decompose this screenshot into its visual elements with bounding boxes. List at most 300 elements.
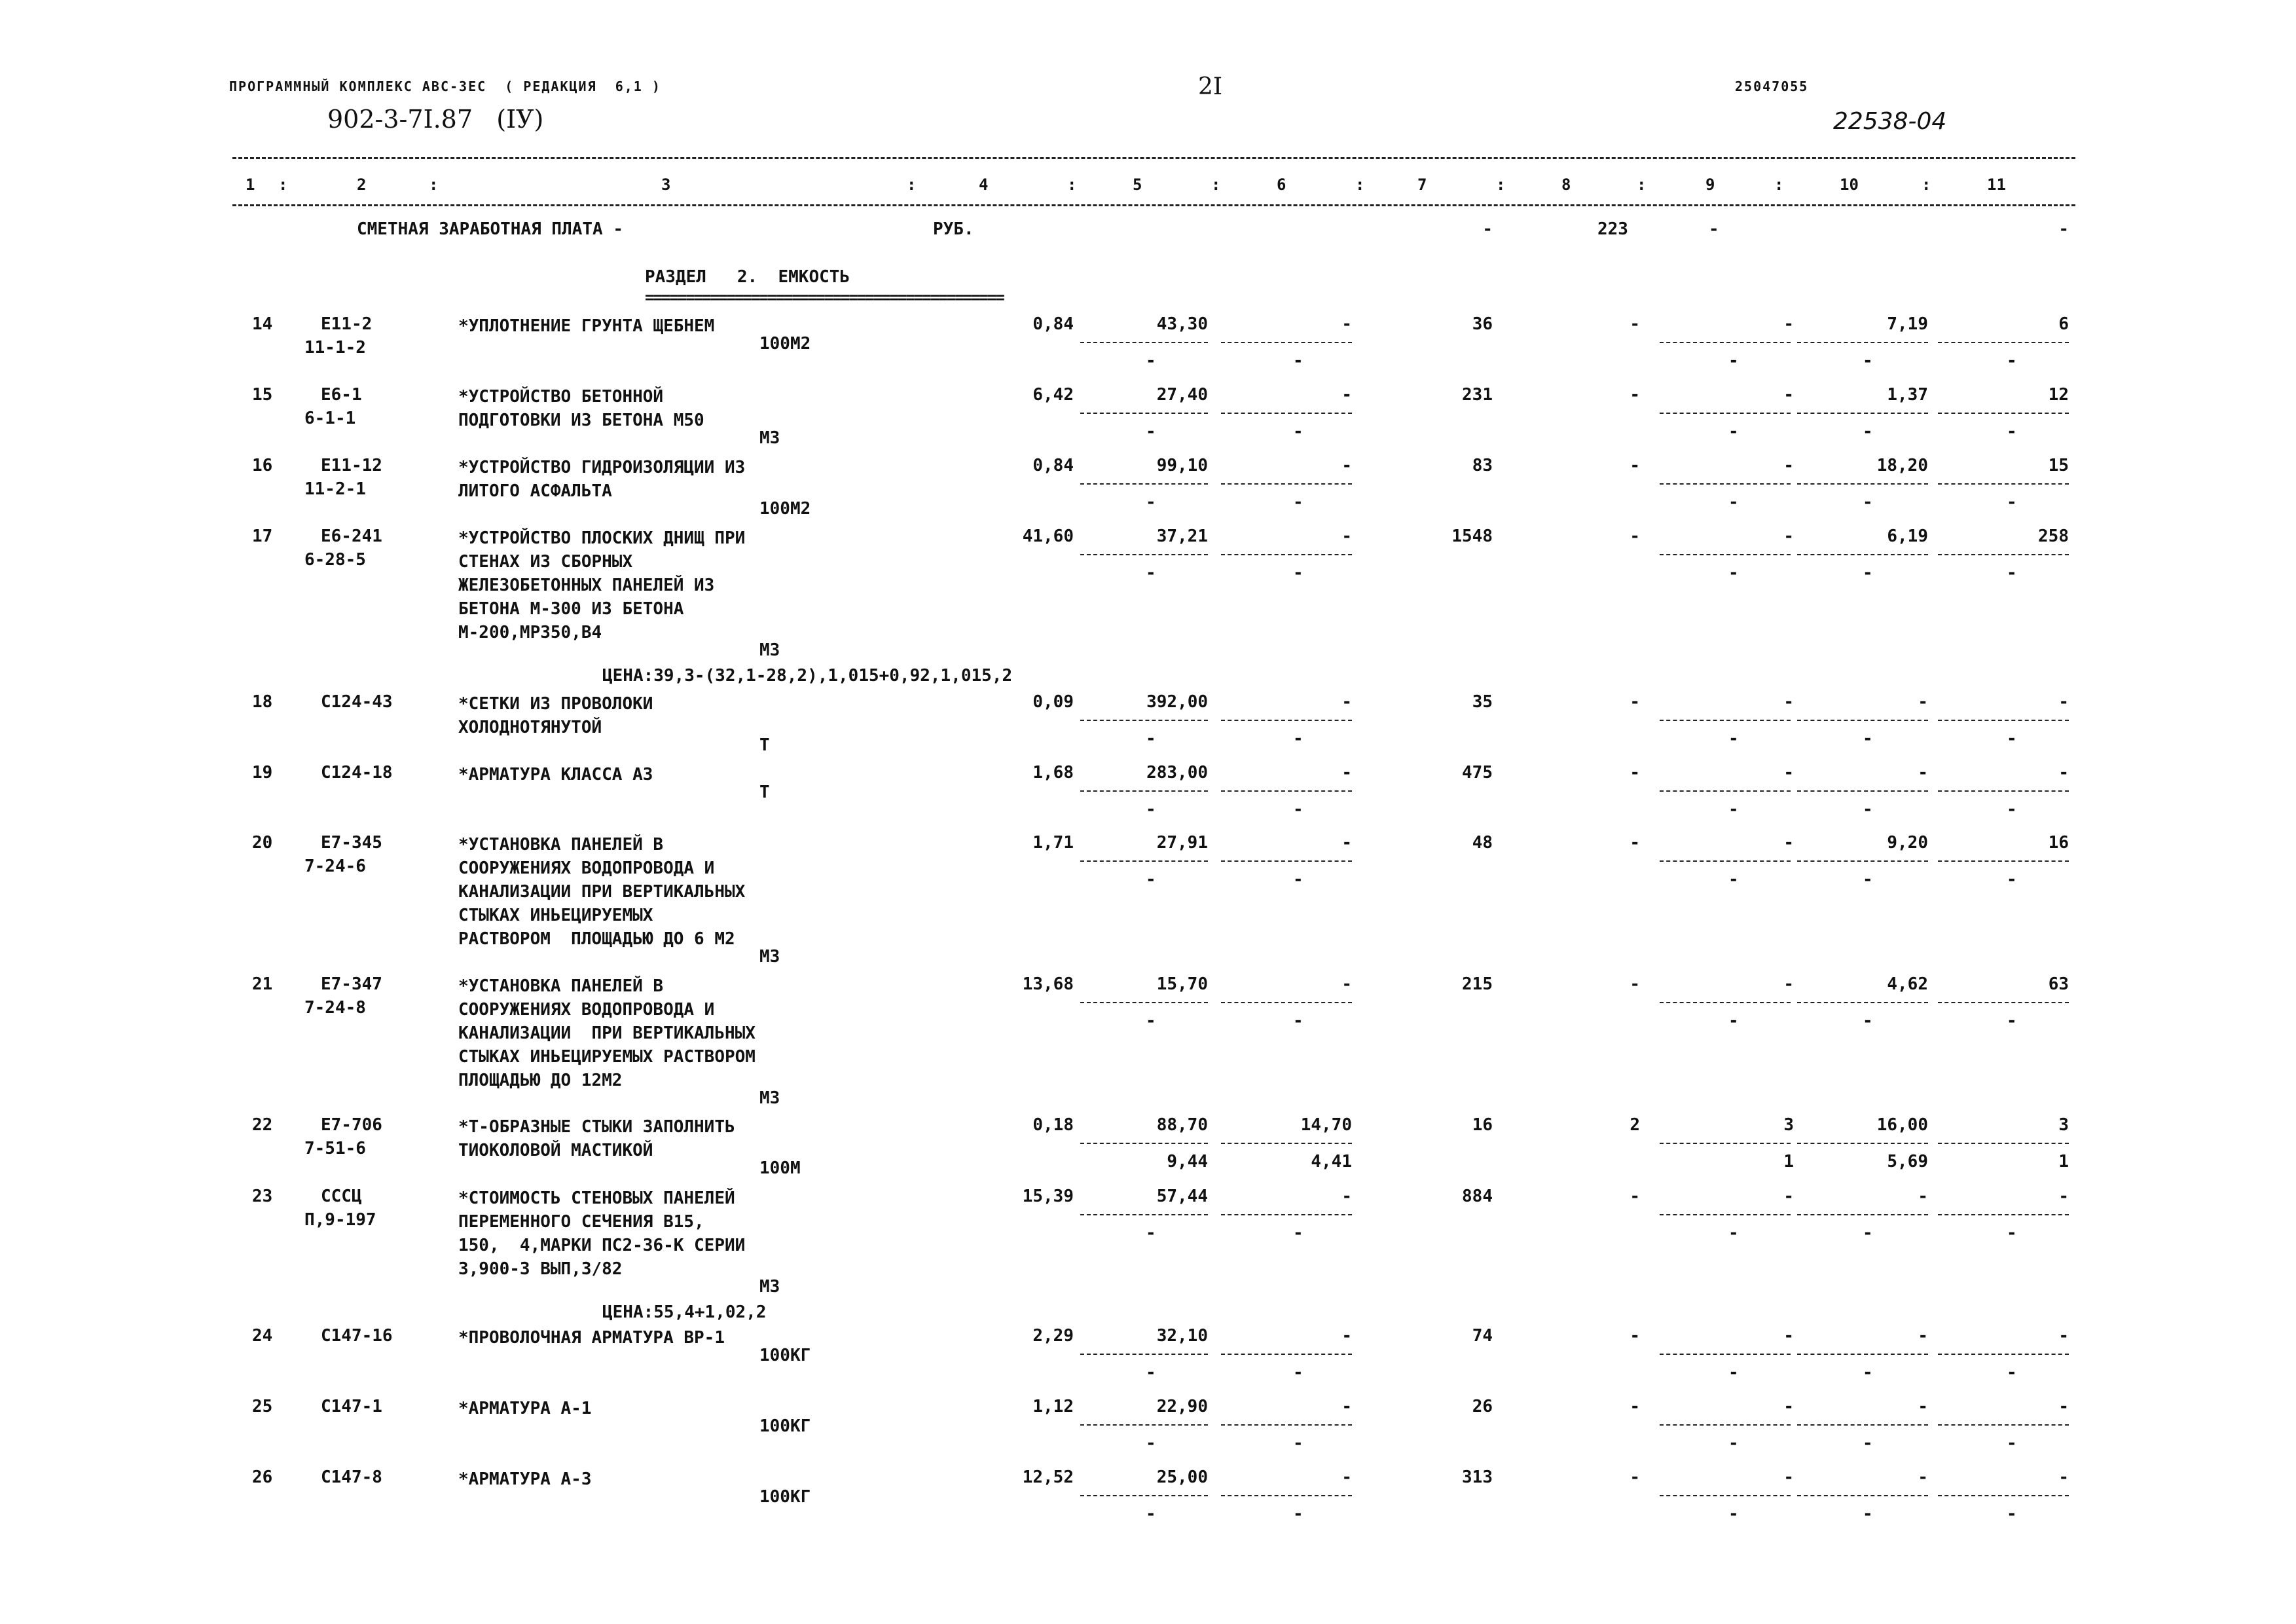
row-total-cost: 83 (1472, 456, 1493, 475)
row-description: *УПЛОТНЕНИЕ ГРУНТА ЩЕБНЕМ (458, 316, 715, 336)
row-separator (1797, 554, 1928, 555)
row-number: 20 (252, 833, 273, 853)
column-header-8: 8 (1561, 175, 1571, 194)
row-labor-unit: - (1918, 1326, 1928, 1346)
row-total-cost: 16 (1472, 1115, 1493, 1135)
row-sub-dash: - (1293, 1504, 1303, 1524)
row-machine-wage: - (1783, 974, 1794, 994)
row-code: Е7-347 (321, 974, 382, 994)
row-sub-dash: - (1146, 1433, 1156, 1453)
row-code: СССЦ (321, 1187, 362, 1206)
row-unit-cost: 43,30 (1156, 314, 1208, 334)
row-sub-dash: - (2007, 1011, 2017, 1031)
row-description: *УСТАНОВКА ПАНЕЛЕЙ В СООРУЖЕНИЯХ ВОДОПРОВОДА И КАНАЛИЗАЦИИ ПРИ ВЕРТИКАЛЬНЫХ СТЫКАХ ИНЬЕЦИРУЕМЫХ РАСТВОРОМ ПЛОЩАДЬЮ ДО 12М2 (458, 976, 756, 1090)
row-total-cost: 884 (1462, 1187, 1493, 1206)
row-unit-cost: 22,90 (1156, 1397, 1208, 1416)
column-header-10: 10 (1840, 175, 1859, 194)
row-unit-wage: - (1341, 692, 1352, 712)
row-total-cost: 26 (1472, 1397, 1493, 1416)
row-quantity: 15,39 (1022, 1187, 1074, 1206)
row-description: *АРМАТУРА А-1 (458, 1399, 592, 1418)
wage-c11: - (2058, 219, 2069, 239)
column-header-9: 9 (1705, 175, 1715, 194)
row-number: 19 (252, 763, 273, 783)
row-separator (1797, 342, 1928, 343)
row-sub-dash: - (1293, 1433, 1303, 1453)
row-sub-dash: - (1863, 563, 1873, 583)
row-separator (1221, 1002, 1352, 1003)
row-separator (1080, 1214, 1208, 1215)
row-sub-dash: - (1728, 492, 1739, 512)
row-sub-dash: - (2007, 1433, 2017, 1453)
row-total-wage: - (1630, 385, 1640, 405)
row-sub-dash: - (1728, 351, 1739, 371)
row-separator (1660, 1424, 1791, 1426)
row-code: С147-8 (321, 1467, 382, 1487)
row-labor-total: - (2058, 692, 2069, 712)
document-code: 25047055 (1735, 79, 1809, 94)
row-description: *СТОИМОСТЬ СТЕНОВЫХ ПАНЕЛЕЙ ПЕРЕМЕННОГО СЕЧЕНИЯ В15, 150, 4,МАРКИ ПС2-36-К СЕРИИ 3,900-3 ВЫП,3/82 (458, 1189, 746, 1279)
row-subcode: 11-2-1 (304, 479, 366, 499)
row-total-wage: 2 (1630, 1115, 1640, 1135)
row-code: Е6-1 (321, 385, 362, 405)
row-number: 17 (252, 526, 273, 546)
row-separator (1797, 1214, 1928, 1215)
row-machine-wage: - (1783, 1187, 1794, 1206)
row-description: *УСТРОЙСТВО ПЛОСКИХ ДНИЩ ПРИ СТЕНАХ ИЗ СБОРНЫХ ЖЕЛЕЗОБЕТОННЫХ ПАНЕЛЕЙ ИЗ БЕТОНА М-300 ИЗ БЕТОНА М-200,МРЗ50,В4 (458, 528, 746, 642)
row-number: 23 (252, 1187, 273, 1206)
row-sub-dash: - (1728, 729, 1739, 748)
wage-c7: - (1482, 219, 1493, 239)
row-unit-wage: - (1341, 456, 1352, 475)
row-separator (1938, 1495, 2069, 1496)
page-number: 2I (1198, 73, 1223, 100)
row-separator (1080, 1002, 1208, 1003)
row-separator (1080, 720, 1208, 721)
row-unit-wage: - (1341, 1187, 1352, 1206)
row-sub-dash: - (1863, 422, 1873, 441)
row-sub-dash: - (1146, 729, 1156, 748)
row-separator (1660, 342, 1791, 343)
row-separator (1080, 413, 1208, 414)
row-total-cost: 74 (1472, 1326, 1493, 1346)
row-separator (1797, 1002, 1928, 1003)
row-sub-unit-wage: 4,41 (1311, 1152, 1352, 1172)
column-header-3: 3 (661, 175, 671, 194)
row-unit: Т (759, 735, 770, 755)
wage-c9: - (1709, 219, 1719, 239)
row-separator (1938, 1002, 2069, 1003)
row-sub-dash: - (1863, 729, 1873, 748)
row-unit-cost: 57,44 (1156, 1187, 1208, 1206)
column-separator: : (1922, 175, 1931, 194)
row-separator (1080, 1143, 1208, 1144)
row-separator (1797, 1143, 1928, 1144)
row-unit-cost: 15,70 (1156, 974, 1208, 994)
row-separator (1797, 1354, 1928, 1355)
row-machine-wage: - (1783, 1326, 1794, 1346)
row-labor-total: - (2058, 1187, 2069, 1206)
row-total-cost: 313 (1462, 1467, 1493, 1487)
row-unit: Т (759, 783, 770, 802)
row-unit-wage: - (1341, 1326, 1352, 1346)
row-labor-unit: 9,20 (1887, 833, 1928, 853)
row-unit: 100М2 (759, 499, 811, 519)
row-sub-dash: - (1293, 870, 1303, 889)
row-labor-unit: - (1918, 1397, 1928, 1416)
row-total-cost: 35 (1472, 692, 1493, 712)
column-header-2: 2 (357, 175, 367, 194)
row-sub-dash: - (1146, 351, 1156, 371)
row-separator (1080, 1354, 1208, 1355)
column-header-1: 1 (246, 175, 255, 194)
row-unit-wage: - (1341, 385, 1352, 405)
row-separator (1938, 1143, 2069, 1144)
row-quantity: 1,12 (1032, 1397, 1074, 1416)
row-machine-wage: - (1783, 692, 1794, 712)
row-total-wage: - (1630, 1187, 1640, 1206)
row-unit: 100М2 (759, 334, 811, 354)
row-sub-dash: - (1146, 1363, 1156, 1382)
row-separator (1080, 1495, 1208, 1496)
row-quantity: 0,18 (1032, 1115, 1074, 1135)
wage-unit: РУБ. (933, 219, 974, 239)
row-sub-dash: - (1293, 563, 1303, 583)
row-labor-total: 16 (2048, 833, 2069, 853)
row-separator (1221, 1424, 1352, 1426)
row-sub-dash: - (1146, 563, 1156, 583)
row-sub-dash: - (2007, 422, 2017, 441)
row-labor-total: - (2058, 1397, 2069, 1416)
row-quantity: 2,29 (1032, 1326, 1074, 1346)
row-sub-dash: - (1863, 492, 1873, 512)
row-separator (1797, 1424, 1928, 1426)
row-description: *УСТАНОВКА ПАНЕЛЕЙ В СООРУЖЕНИЯХ ВОДОПРОВОДА И КАНАЛИЗАЦИИ ПРИ ВЕРТИКАЛЬНЫХ СТЫКАХ ИНЬЕЦИРУЕМЫХ РАСТВОРОМ ПЛОЩАДЬЮ ДО 6 М2 (458, 835, 746, 949)
row-sub-dash: - (1863, 1363, 1873, 1382)
row-sub-dash: - (1146, 492, 1156, 512)
row-description: *УСТРОЙСТВО БЕТОННОЙ ПОДГОТОВКИ ИЗ БЕТОНА М50 (458, 387, 704, 430)
row-separator (1938, 483, 2069, 485)
row-sub-labor-unit: 5,69 (1887, 1152, 1928, 1172)
row-total-wage: - (1630, 456, 1640, 475)
row-labor-unit: 6,19 (1887, 526, 1928, 546)
row-code: С124-18 (321, 763, 393, 783)
row-quantity: 12,52 (1022, 1467, 1074, 1487)
row-separator (1221, 1214, 1352, 1215)
row-price-formula: ЦЕНА:55,4+1,02,2 (602, 1302, 767, 1322)
row-quantity: 1,68 (1032, 763, 1074, 783)
row-total-wage: - (1630, 526, 1640, 546)
row-total-cost: 36 (1472, 314, 1493, 334)
row-quantity: 13,68 (1022, 974, 1074, 994)
row-sub-dash: - (1728, 1433, 1739, 1453)
column-separator: : (1774, 175, 1784, 194)
row-labor-unit: 1,37 (1887, 385, 1928, 405)
row-separator (1938, 720, 2069, 721)
row-labor-total: 258 (2038, 526, 2069, 546)
row-separator (1797, 720, 1928, 721)
row-total-wage: - (1630, 1397, 1640, 1416)
section-title: РАЗДЕЛ 2. ЕМКОСТЬ (645, 267, 850, 287)
row-unit-wage: - (1341, 833, 1352, 853)
row-number: 26 (252, 1467, 273, 1487)
row-sub-dash: - (1146, 1011, 1156, 1031)
row-number: 21 (252, 974, 273, 994)
row-quantity: 41,60 (1022, 526, 1074, 546)
row-code: С124-43 (321, 692, 393, 712)
row-unit-cost: 37,21 (1156, 526, 1208, 546)
row-separator (1080, 483, 1208, 485)
row-separator (1221, 720, 1352, 721)
row-labor-unit: - (1918, 692, 1928, 712)
row-separator (1660, 1143, 1791, 1144)
section-underline: ============================================ (645, 288, 1004, 306)
row-description: *АРМАТУРА КЛАССА А3 (458, 765, 653, 784)
row-sub-dash: - (2007, 800, 2017, 819)
row-sub-dash: - (1863, 1433, 1873, 1453)
row-separator (1221, 860, 1352, 862)
row-separator (1797, 1495, 1928, 1496)
column-separator: : (907, 175, 917, 194)
row-unit: 100КГ (759, 1346, 811, 1365)
row-quantity: 0,84 (1032, 456, 1074, 475)
column-separator: : (278, 175, 288, 194)
row-labor-total: 63 (2048, 974, 2069, 994)
row-sub-dash: - (1728, 422, 1739, 441)
row-total-cost: 48 (1472, 833, 1493, 853)
row-sub-dash: - (2007, 870, 2017, 889)
row-number: 24 (252, 1326, 273, 1346)
row-separator (1938, 342, 2069, 343)
row-separator (1660, 1354, 1791, 1355)
row-unit: М3 (759, 1088, 780, 1108)
row-separator (1221, 790, 1352, 792)
row-separator (1221, 1143, 1352, 1144)
row-sub-dash: - (1293, 351, 1303, 371)
row-sub-dash: - (2007, 492, 2017, 512)
row-machine-wage: 3 (1783, 1115, 1794, 1135)
row-total-cost: 215 (1462, 974, 1493, 994)
row-separator (1080, 790, 1208, 792)
row-labor-unit: 4,62 (1887, 974, 1928, 994)
column-separator: : (1496, 175, 1506, 194)
row-machine-wage: - (1783, 385, 1794, 405)
row-sub-dash: - (1146, 422, 1156, 441)
header-bottom-rule (232, 204, 2075, 206)
row-quantity: 0,84 (1032, 314, 1074, 334)
row-unit: 100М (759, 1158, 801, 1178)
row-separator (1660, 483, 1791, 485)
row-unit-cost: 32,10 (1156, 1326, 1208, 1346)
row-sub-dash: - (2007, 1223, 2017, 1243)
column-separator: : (1067, 175, 1077, 194)
row-separator (1080, 554, 1208, 555)
column-header-4: 4 (979, 175, 989, 194)
column-separator: : (1637, 175, 1647, 194)
row-sub-dash: - (1293, 422, 1303, 441)
row-code: Е7-345 (321, 833, 382, 853)
row-sub-dash: - (1146, 800, 1156, 819)
row-sub-dash: - (2007, 563, 2017, 583)
row-unit-cost: 27,40 (1156, 385, 1208, 405)
row-sub-labor-total: 1 (2058, 1152, 2069, 1172)
row-sub-dash: - (1146, 870, 1156, 889)
row-sub-dash: - (1728, 1011, 1739, 1031)
row-number: 22 (252, 1115, 273, 1135)
row-subcode: П,9-197 (304, 1210, 376, 1230)
row-total-wage: - (1630, 763, 1640, 783)
row-machine-wage: - (1783, 1397, 1794, 1416)
row-description: *УСТРОЙСТВО ГИДРОИЗОЛЯЦИИ ИЗ ЛИТОГО АСФАЛЬТА (458, 458, 746, 501)
row-subcode: 7-24-8 (304, 998, 366, 1018)
row-separator (1660, 720, 1791, 721)
row-unit: 100КГ (759, 1416, 811, 1436)
row-subcode: 11-1-2 (304, 338, 366, 358)
row-sub-dash: - (1293, 1223, 1303, 1243)
row-code: Е7-706 (321, 1115, 382, 1135)
row-total-wage: - (1630, 833, 1640, 853)
row-separator (1221, 342, 1352, 343)
row-separator (1221, 554, 1352, 555)
row-sub-dash: - (2007, 1363, 2017, 1382)
row-sub-dash: - (1863, 1011, 1873, 1031)
row-unit-cost: 283,00 (1146, 763, 1208, 783)
row-sub-dash: - (1728, 1504, 1739, 1524)
row-quantity: 1,71 (1032, 833, 1074, 853)
column-header-6: 6 (1277, 175, 1286, 194)
row-unit: М3 (759, 640, 780, 660)
row-labor-total: - (2058, 763, 2069, 783)
row-number: 14 (252, 314, 273, 334)
row-subcode: 7-51-6 (304, 1139, 366, 1158)
row-machine-wage: - (1783, 763, 1794, 783)
row-separator (1660, 1002, 1791, 1003)
row-separator (1938, 1214, 2069, 1215)
column-header-11: 11 (1987, 175, 2006, 194)
row-unit-wage: - (1341, 763, 1352, 783)
row-separator (1797, 790, 1928, 792)
row-machine-wage: - (1783, 456, 1794, 475)
row-unit-wage: 14,70 (1300, 1115, 1352, 1135)
top-rule (232, 157, 2075, 159)
program-name: ПРОГРАММНЫЙ КОМПЛЕКС АВС-ЗЕС ( РЕДАКЦИЯ 6,1 ) (229, 79, 661, 94)
row-unit-wage: - (1341, 314, 1352, 334)
row-number: 16 (252, 456, 273, 475)
column-separator: : (1355, 175, 1365, 194)
row-separator (1660, 790, 1791, 792)
row-total-cost: 231 (1462, 385, 1493, 405)
row-machine-wage: - (1783, 833, 1794, 853)
row-machine-wage: - (1783, 1467, 1794, 1487)
column-header-5: 5 (1133, 175, 1142, 194)
row-separator (1221, 413, 1352, 414)
row-labor-total: 12 (2048, 385, 2069, 405)
row-sub-dash: - (2007, 729, 2017, 748)
row-sub-dash: - (1863, 351, 1873, 371)
row-separator (1221, 1495, 1352, 1496)
row-description: *АРМАТУРА А-3 (458, 1469, 592, 1489)
wage-c8: 223 (1597, 219, 1628, 239)
row-separator (1938, 554, 2069, 555)
row-sub-dash: - (1728, 800, 1739, 819)
row-code: Е11-12 (321, 456, 382, 475)
row-unit: М3 (759, 947, 780, 967)
row-sub-dash: - (1146, 1504, 1156, 1524)
row-subcode: 6-28-5 (304, 550, 366, 570)
row-unit: М3 (759, 428, 780, 448)
row-labor-unit: - (1918, 1187, 1928, 1206)
row-separator (1660, 413, 1791, 414)
row-separator (1660, 554, 1791, 555)
row-sub-dash: - (1728, 870, 1739, 889)
document-number: 22538-04 (1833, 108, 1947, 135)
row-total-wage: - (1630, 1326, 1640, 1346)
row-separator (1221, 1354, 1352, 1355)
row-unit-cost: 99,10 (1156, 456, 1208, 475)
row-labor-total: 15 (2048, 456, 2069, 475)
row-sub-dash: - (1728, 1363, 1739, 1382)
row-separator (1938, 790, 2069, 792)
row-sub-dash: - (1863, 800, 1873, 819)
column-separator: : (1211, 175, 1221, 194)
row-labor-total: - (2058, 1467, 2069, 1487)
row-description: *СЕТКИ ИЗ ПРОВОЛОКИ ХОЛОДНОТЯНУТОЙ (458, 694, 653, 737)
row-separator (1080, 1424, 1208, 1426)
row-sub-dash: - (1293, 1363, 1303, 1382)
row-total-cost: 1548 (1451, 526, 1493, 546)
row-subcode: 6-1-1 (304, 409, 356, 428)
row-sub-dash: - (1863, 870, 1873, 889)
row-total-cost: 475 (1462, 763, 1493, 783)
row-separator (1660, 860, 1791, 862)
row-code: Е6-241 (321, 526, 382, 546)
row-separator (1660, 1495, 1791, 1496)
row-labor-total: 6 (2058, 314, 2069, 334)
row-description: *Т-ОБРАЗНЫЕ СТЫКИ ЗАПОЛНИТЬ ТИОКОЛОВОЙ МАСТИКОЙ (458, 1117, 735, 1160)
row-sub-unit-cost: 9,44 (1167, 1152, 1208, 1172)
row-sub-dash: - (1863, 1223, 1873, 1243)
row-machine-wage: - (1783, 526, 1794, 546)
row-unit-cost: 88,70 (1156, 1115, 1208, 1135)
row-labor-total: - (2058, 1326, 2069, 1346)
row-labor-unit: - (1918, 763, 1928, 783)
row-quantity: 6,42 (1032, 385, 1074, 405)
wage-label: СМЕТНАЯ ЗАРАБОТНАЯ ПЛАТА - (357, 219, 623, 239)
row-separator (1938, 1354, 2069, 1355)
row-sub-dash: - (1293, 1011, 1303, 1031)
row-unit-wage: - (1341, 974, 1352, 994)
row-unit-cost: 392,00 (1146, 692, 1208, 712)
column-header-7: 7 (1417, 175, 1427, 194)
row-labor-unit: 16,00 (1876, 1115, 1928, 1135)
row-sub-dash: - (1146, 1223, 1156, 1243)
row-sub-dash: - (2007, 351, 2017, 371)
project-number: 902-3-7I.87 (IУ) (327, 105, 544, 134)
row-separator (1938, 1424, 2069, 1426)
row-number: 15 (252, 385, 273, 405)
row-separator (1080, 342, 1208, 343)
row-machine-wage: - (1783, 314, 1794, 334)
row-labor-total: 3 (2058, 1115, 2069, 1135)
row-labor-unit: - (1918, 1467, 1928, 1487)
row-quantity: 0,09 (1032, 692, 1074, 712)
row-number: 25 (252, 1397, 273, 1416)
row-sub-machine-wage: 1 (1783, 1152, 1794, 1172)
row-total-wage: - (1630, 974, 1640, 994)
row-subcode: 7-24-6 (304, 857, 366, 876)
row-sub-dash: - (2007, 1504, 2017, 1524)
row-separator (1221, 483, 1352, 485)
